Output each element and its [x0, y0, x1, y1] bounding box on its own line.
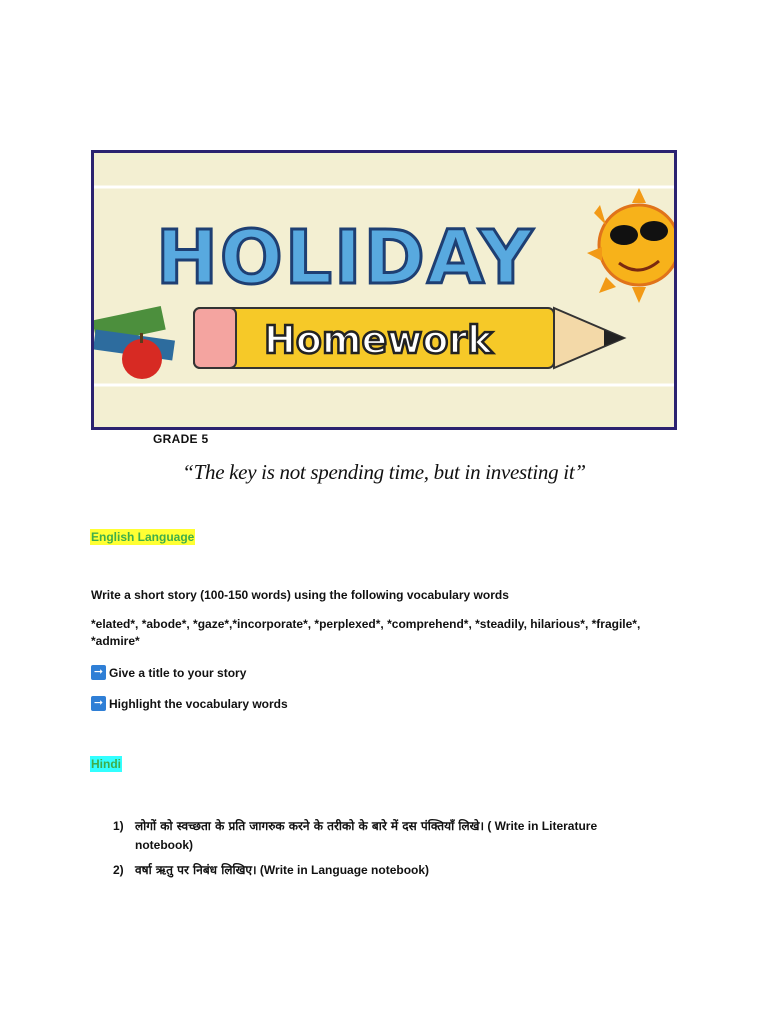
arrow-right-icon: ➞ [91, 696, 106, 711]
item-note: (Write in Language notebook) [256, 863, 430, 877]
item-number: 1) [113, 819, 124, 833]
quote-text: “The key is not spending time, but in investing it” [182, 460, 586, 484]
list-item [91, 665, 246, 680]
list-item [113, 861, 673, 880]
english-section-heading: English Language [91, 530, 195, 544]
holiday-homework-banner [91, 150, 677, 430]
bullet-text: Give a title to your story [109, 665, 247, 680]
item-number: 2) [113, 863, 124, 877]
item-note: ( Write in Literature [484, 819, 598, 833]
vocabulary-list: *elated*, *abode*, *gaze*,*incorporate*, *perplexed*, *comprehend*, *steadily, hilarious*, *fragile*, *admire* [91, 617, 641, 648]
hindi-text: लोगों को स्वच्छता के प्रति जागरुक करने के तरीको के बारे में दस पंक्तियाँ लिखे। [135, 819, 484, 833]
list-item [113, 817, 673, 855]
grade-label: GRADE 5 [153, 432, 209, 446]
holiday-title-text: HOLIDAY [156, 215, 535, 301]
arrow-right-icon: ➞ [91, 665, 106, 680]
list-item [91, 696, 288, 711]
bullet-text: Highlight the vocabulary words [109, 696, 288, 711]
hindi-text: वर्षा ऋतु पर निबंध लिखिए। [135, 863, 257, 877]
banner-illustration [94, 153, 674, 427]
english-instruction: Write a short story (100-150 words) using the following vocabulary words [91, 588, 509, 602]
hindi-section-heading: Hindi [91, 757, 121, 771]
item-note-continued: notebook) [135, 838, 193, 852]
homework-subtitle-text: Homework [264, 318, 493, 362]
